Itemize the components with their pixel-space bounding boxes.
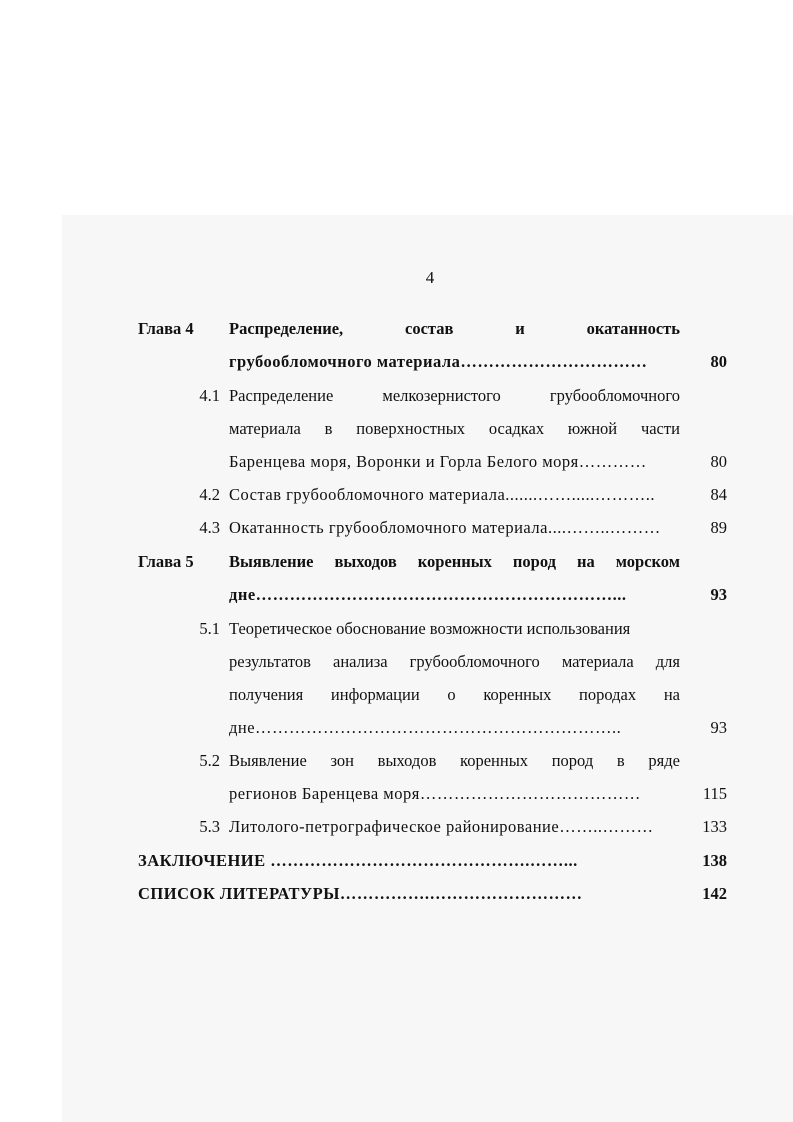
word: грубообломочного [549,386,680,405]
word: поверхностных [356,419,466,438]
word: на [576,552,595,571]
word: материала [229,419,301,438]
section-title-line-2: регионов Баренцева моря………………………………… [229,784,641,803]
section-title-line-2 [229,419,680,439]
word: в [616,751,625,770]
section-title-line-1 [229,386,680,406]
section-title-line-4: дне……………………………………………………….. [229,718,622,737]
page-ref: 138 [702,851,727,870]
section-title: Литолого-петрографическое районирование……..……… [229,817,654,836]
section-number: 5.2 [199,751,220,770]
word: для [655,652,680,671]
chapter-title-line-1 [229,319,680,339]
chapter-label: Глава 5 [138,552,194,571]
word: о [447,685,456,704]
page-ref: 93 [710,718,727,737]
chapter-title-line-2: грубообломочного материала…………………………… [229,352,648,371]
word: осадках [488,419,545,438]
word: на [663,685,680,704]
section-number: 4.1 [199,386,220,405]
section-title-line-2 [229,652,680,672]
bibliography-title: СПИСОК ЛИТЕРАТУРЫ…………….……………………… [138,884,583,903]
word: коренных [483,685,552,704]
section-title: Состав грубообломочного материала.......…….....……….. [229,485,656,504]
word: пород [512,552,556,571]
chapter-label: Глава 4 [138,319,194,338]
word: мелкозернистого [382,386,501,405]
section-title-line-1 [229,751,680,771]
word: Распределение, [229,319,344,338]
word: морском [615,552,680,571]
word: части [640,419,680,438]
word: и [515,319,525,338]
section-number: 5.1 [199,619,220,638]
word: грубообломочного [409,652,540,671]
word: коренных [460,751,529,770]
section-title-line-1: Теоретическое обоснование возможности использования [229,619,631,638]
word: анализа [333,652,388,671]
word: материала [561,652,634,671]
word: Выявление [229,751,307,770]
word: получения [229,685,304,704]
chapter-title-line-2: дне………………………………………………………... [229,585,627,604]
word: ряде [648,751,680,770]
section-title: Окатанность грубообломочного материала....……..……… [229,518,661,537]
word: пород [551,751,594,770]
page-ref: 89 [710,518,727,537]
section-number: 5.3 [199,817,220,836]
word: состав [405,319,454,338]
word: южной [567,419,618,438]
word: выходов [334,552,397,571]
word: окатанность [586,319,680,338]
word: информации [330,685,420,704]
word: результатов [229,652,311,671]
section-title-line-3 [229,685,680,705]
chapter-title-line-1 [229,552,680,572]
word: Выявление [229,552,314,571]
conclusion-title: ЗАКЛЮЧЕНИЕ ……………………………………….……... [138,851,578,870]
section-title-line-3: Баренцева моря, Воронки и Горла Белого моря………… [229,452,647,471]
page-ref: 80 [710,352,727,371]
word: зон [330,751,354,770]
page-ref: 133 [702,817,727,836]
word: в [324,419,333,438]
page-ref: 84 [710,485,727,504]
word: коренных [417,552,492,571]
word: породах [579,685,637,704]
page-ref: 115 [702,784,727,803]
page-ref: 142 [702,884,727,903]
page-ref: 93 [710,585,727,604]
section-number: 4.3 [199,518,220,537]
page-number: 4 [425,268,435,287]
section-number: 4.2 [199,485,220,504]
word: выходов [377,751,437,770]
page-ref: 80 [710,452,727,471]
word: Распределение [229,386,334,405]
